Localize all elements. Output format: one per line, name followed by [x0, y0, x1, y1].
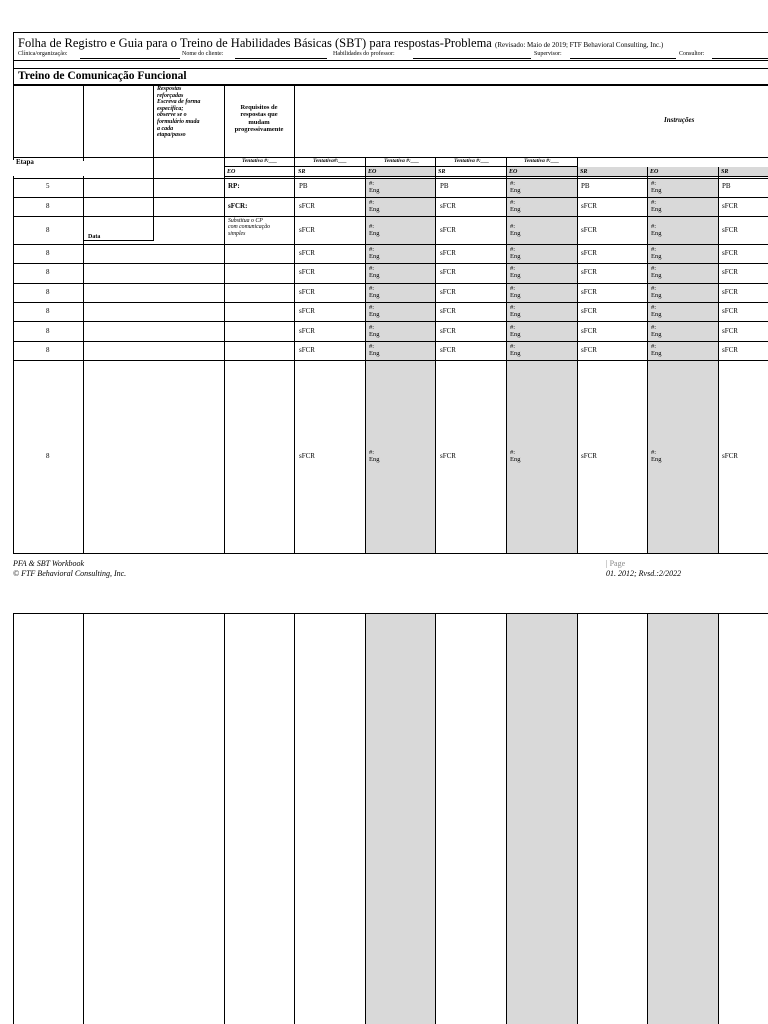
supervisor-field[interactable] — [570, 58, 676, 59]
sfcr-cell: sFCR — [722, 202, 738, 210]
rp-label: RP: — [228, 182, 240, 190]
gray-col — [577, 167, 768, 176]
sfcr-cell: sFCR — [299, 327, 315, 335]
section-title: Treino de Comunicação Funcional — [18, 70, 187, 82]
grid-line — [83, 176, 84, 553]
sfcr-cell: sFCR — [299, 307, 315, 315]
grid-line — [13, 216, 768, 217]
tentativa-label: Tentativa#:___ — [313, 158, 347, 164]
supervisor-label: Supervisor: — [534, 51, 562, 57]
consultant-label: Consultor: — [679, 51, 705, 57]
sfcr-cell: sFCR — [581, 452, 597, 460]
pb-cell: PB — [440, 182, 449, 190]
eng-cell: #: Eng — [369, 449, 380, 463]
sfcr-cell: sFCR — [299, 346, 315, 354]
sfcr-cell: sFCR — [581, 327, 597, 335]
pb-cell: PB — [581, 182, 590, 190]
grid-line — [13, 341, 768, 342]
client-field[interactable] — [235, 58, 327, 59]
grid-line — [13, 197, 768, 198]
client-label: Nome do cliente: — [182, 51, 224, 57]
sfcr-cell: sFCR — [722, 268, 738, 276]
grid-line — [224, 613, 225, 1024]
gray-col — [647, 614, 718, 1024]
grid-line — [718, 613, 719, 1024]
sfcr-cell: sFCR — [299, 452, 315, 460]
eng-cell: #: Eng — [510, 343, 521, 357]
grid-line — [13, 613, 14, 1024]
eng-cell: #: Eng — [651, 265, 662, 279]
sfcr-cell: sFCR — [440, 452, 456, 460]
tentativa-label: Tentativa #:___ — [384, 158, 420, 164]
clinic-field[interactable] — [80, 58, 180, 59]
sr-label: SR — [721, 169, 729, 175]
grid-line — [224, 176, 768, 177]
grid-line — [83, 613, 84, 1024]
eng-cell: #: Eng — [369, 324, 380, 338]
eng-cell: #: Eng — [369, 304, 380, 318]
sfcr-cell: sFCR — [581, 249, 597, 257]
sfcr-cell: sFCR — [440, 346, 456, 354]
grid-line — [365, 613, 366, 1024]
grid-line — [13, 553, 768, 554]
sr-label: SR — [580, 169, 588, 175]
sfcr-cell: sFCR — [722, 307, 738, 315]
grid-line — [224, 85, 225, 553]
frame-line — [13, 60, 768, 61]
step-number: 8 — [46, 327, 50, 335]
grid-line — [577, 613, 578, 1024]
sfcr-cell: sFCR — [722, 452, 738, 460]
grid-line — [294, 613, 295, 1024]
footer-workbook: PFA & SBT Workbook — [13, 559, 85, 568]
eng-cell: #: Eng — [510, 265, 521, 279]
sfcr-cell: sFCR — [581, 202, 597, 210]
frame-line — [13, 68, 768, 69]
grid-line — [13, 321, 768, 322]
clinic-label: Clínica/organização: — [18, 51, 68, 57]
grid-line — [13, 360, 768, 361]
reinforced-header: Respostas reforçadas Escreva de forma específica; observe se o formulário muda a cada etapa/passo — [157, 86, 201, 139]
sfcr-cell: sFCR — [440, 249, 456, 257]
eng-cell: #: Eng — [369, 285, 380, 299]
sfcr-cell: sFCR — [440, 327, 456, 335]
eng-cell: #: Eng — [651, 180, 662, 194]
sfcr-label: sFCR: — [228, 202, 248, 210]
sfcr-cell: sFCR — [299, 288, 315, 296]
teacher-skills-field[interactable] — [413, 58, 531, 59]
grid-line — [435, 613, 436, 1024]
grid-line — [13, 263, 768, 264]
sfcr-cell: sFCR — [299, 249, 315, 257]
grid-line — [506, 613, 507, 1024]
sfcr-cell: sFCR — [581, 268, 597, 276]
sfcr-cell: sFCR — [299, 202, 315, 210]
sr-label: SR — [298, 169, 306, 175]
eng-cell: #: Eng — [510, 246, 521, 260]
pb-cell: PB — [722, 182, 731, 190]
data-label: Data — [88, 234, 101, 240]
step-number: 8 — [46, 288, 50, 296]
eng-cell: #: Eng — [651, 324, 662, 338]
eng-cell: #: Eng — [510, 285, 521, 299]
grid-line — [13, 176, 14, 553]
step-number: 8 — [46, 307, 50, 315]
eng-cell: #: Eng — [651, 199, 662, 213]
grid-line — [647, 613, 648, 1024]
consultant-field[interactable] — [712, 58, 768, 59]
eng-cell: #: Eng — [510, 324, 521, 338]
eng-cell: #: Eng — [510, 223, 521, 237]
step-number: 8 — [46, 202, 50, 210]
sfcr-cell: sFCR — [440, 226, 456, 234]
sfcr-cell: sFCR — [581, 346, 597, 354]
substitute-note: Substitua o CP com comunicação simples — [228, 218, 271, 237]
revision-note: (Revisado: Maio de 2019; FTF Behavioral Consulting, Inc.) — [494, 41, 664, 49]
step-number: 5 — [46, 182, 50, 190]
sr-label: SR — [438, 169, 446, 175]
footer-page: | Page — [606, 559, 626, 568]
eng-cell: #: Eng — [369, 180, 380, 194]
eng-cell: #: Eng — [369, 223, 380, 237]
eng-cell: #: Eng — [369, 265, 380, 279]
etapa-label: Etapa — [16, 158, 34, 166]
footer-date: 01. 2012; Rvsd.:2/2022 — [606, 569, 682, 578]
eng-cell: #: Eng — [510, 304, 521, 318]
gray-col — [365, 614, 435, 1024]
step-number: 8 — [46, 249, 50, 257]
eo-label: EO — [650, 169, 659, 175]
sfcr-cell: sFCR — [722, 226, 738, 234]
grid-line — [13, 178, 768, 179]
sfcr-cell: sFCR — [581, 226, 597, 234]
grid-line — [294, 85, 295, 553]
eng-cell: #: Eng — [651, 223, 662, 237]
grid-line — [13, 302, 768, 303]
eng-cell: #: Eng — [369, 246, 380, 260]
step-number: 8 — [46, 346, 50, 354]
grid-line — [13, 283, 768, 284]
eng-cell: #: Eng — [651, 246, 662, 260]
sfcr-cell: sFCR — [722, 288, 738, 296]
grid-line — [83, 85, 84, 161]
sfcr-cell: sFCR — [440, 202, 456, 210]
eng-cell: #: Eng — [510, 449, 521, 463]
step-number: 8 — [46, 268, 50, 276]
eng-cell: #: Eng — [651, 304, 662, 318]
eng-cell: #: Eng — [369, 199, 380, 213]
tentativa-label: Tentativa #:___ — [454, 158, 490, 164]
frame-line — [13, 84, 768, 86]
sfcr-cell: sFCR — [722, 327, 738, 335]
instructions-header: Instruções — [664, 116, 695, 124]
step-number: 8 — [46, 452, 50, 460]
eng-cell: #: Eng — [369, 343, 380, 357]
footer-copyright: © FTF Behavioral Consulting, Inc. — [13, 569, 127, 578]
step-number: 8 — [46, 226, 50, 234]
eng-cell: #: Eng — [651, 343, 662, 357]
eng-cell: #: Eng — [510, 199, 521, 213]
tentativa-label: Tentativa #:___ — [524, 158, 560, 164]
frame-left — [13, 32, 14, 160]
eo-label: EO — [368, 169, 377, 175]
sfcr-cell: sFCR — [440, 288, 456, 296]
gray-col — [506, 614, 577, 1024]
sfcr-cell: sFCR — [299, 226, 315, 234]
grid-line — [83, 240, 154, 241]
sfcr-cell: sFCR — [581, 288, 597, 296]
form-title: Folha de Registro e Guia para o Treino de Habilidades Básicas (SBT) para respostas-Problema (Revisado: Maio de 2019; FTF Behavioral Consulting, Inc.) — [18, 36, 664, 50]
eng-cell: #: Eng — [510, 180, 521, 194]
eng-cell: #: Eng — [651, 449, 662, 463]
requirements-header: Requisitos de respostas que mudam progressivamente — [234, 104, 284, 134]
eng-cell: #: Eng — [651, 285, 662, 299]
tentativa-label: Tentativa #:___ — [242, 158, 278, 164]
teacher-skills-label: Habilidades do professor: — [333, 51, 395, 57]
sfcr-cell: sFCR — [299, 268, 315, 276]
sfcr-cell: sFCR — [722, 249, 738, 257]
sfcr-cell: sFCR — [722, 346, 738, 354]
eo-label: EO — [509, 169, 518, 175]
pb-cell: PB — [299, 182, 308, 190]
sfcr-cell: sFCR — [440, 307, 456, 315]
frame-top — [13, 32, 768, 33]
grid-line — [13, 244, 768, 245]
eo-label: EO — [227, 169, 236, 175]
sfcr-cell: sFCR — [581, 307, 597, 315]
sfcr-cell: sFCR — [440, 268, 456, 276]
